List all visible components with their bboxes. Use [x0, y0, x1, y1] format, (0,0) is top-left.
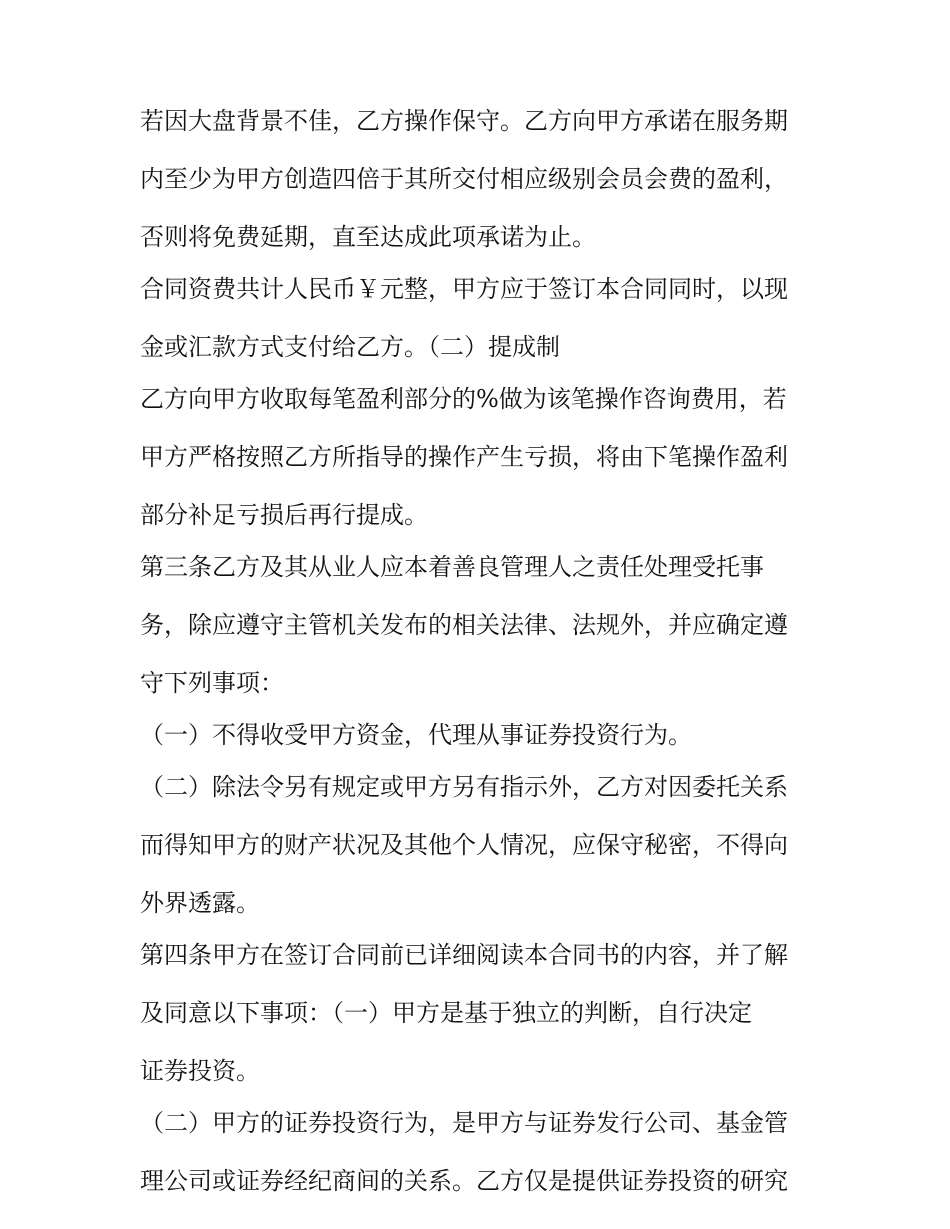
- text-line: （一）不得收受甲方资金，代理从事证券投资行为。: [140, 721, 692, 749]
- text-line: 内至少为甲方创造四倍于其所交付相应级别会员会费的盈利，: [140, 165, 788, 193]
- text-line: 及同意以下事项：（一）甲方是基于独立的判断，自行决定: [140, 999, 752, 1027]
- text-line: 合同资费共计人民币￥元整，甲方应于签订本合同同时，以现: [140, 275, 788, 303]
- text-line: 外界透露。: [140, 889, 260, 917]
- text-line: 乙方向甲方收取每笔盈利部分的%做为该笔操作咨询费用，若: [140, 385, 787, 413]
- text-line: 若因大盘背景不佳，乙方操作保守。乙方向甲方承诺在服务期: [140, 107, 788, 135]
- text-line: 第三条乙方及其从业人应本着善良管理人之责任处理受托事: [140, 553, 764, 581]
- text-line: 金或汇款方式支付给乙方。（二）提成制: [140, 333, 560, 361]
- text-line: 否则将免费延期，直至达成此项承诺为止。: [140, 223, 596, 251]
- text-line: 务，除应遵守主管机关发布的相关法律、法规外，并应确定遵: [140, 611, 788, 639]
- text-line: 部分补足亏损后再行提成。: [140, 501, 428, 529]
- text-line: 第四条甲方在签订合同前已详细阅读本合同书的内容，并了解: [140, 941, 788, 969]
- text-line: （二）甲方的证券投资行为，是甲方与证券发行公司、基金管: [140, 1109, 788, 1137]
- document-body: [140, 106, 820, 1196]
- text-line: 证券投资。: [140, 1057, 260, 1085]
- text-line: 而得知甲方的财产状况及其他个人情况，应保守秘密，不得向: [140, 831, 788, 859]
- text-line: 甲方严格按照乙方所指导的操作产生亏损，将由下笔操作盈利: [140, 443, 788, 471]
- text-line: 理公司或证券经纪商间的关系。乙方仅是提供证券投资的研究: [140, 1167, 788, 1195]
- text-line: （二）除法令另有规定或甲方另有指示外，乙方对因委托关系: [140, 773, 788, 801]
- text-line: 守下列事项：: [140, 669, 284, 697]
